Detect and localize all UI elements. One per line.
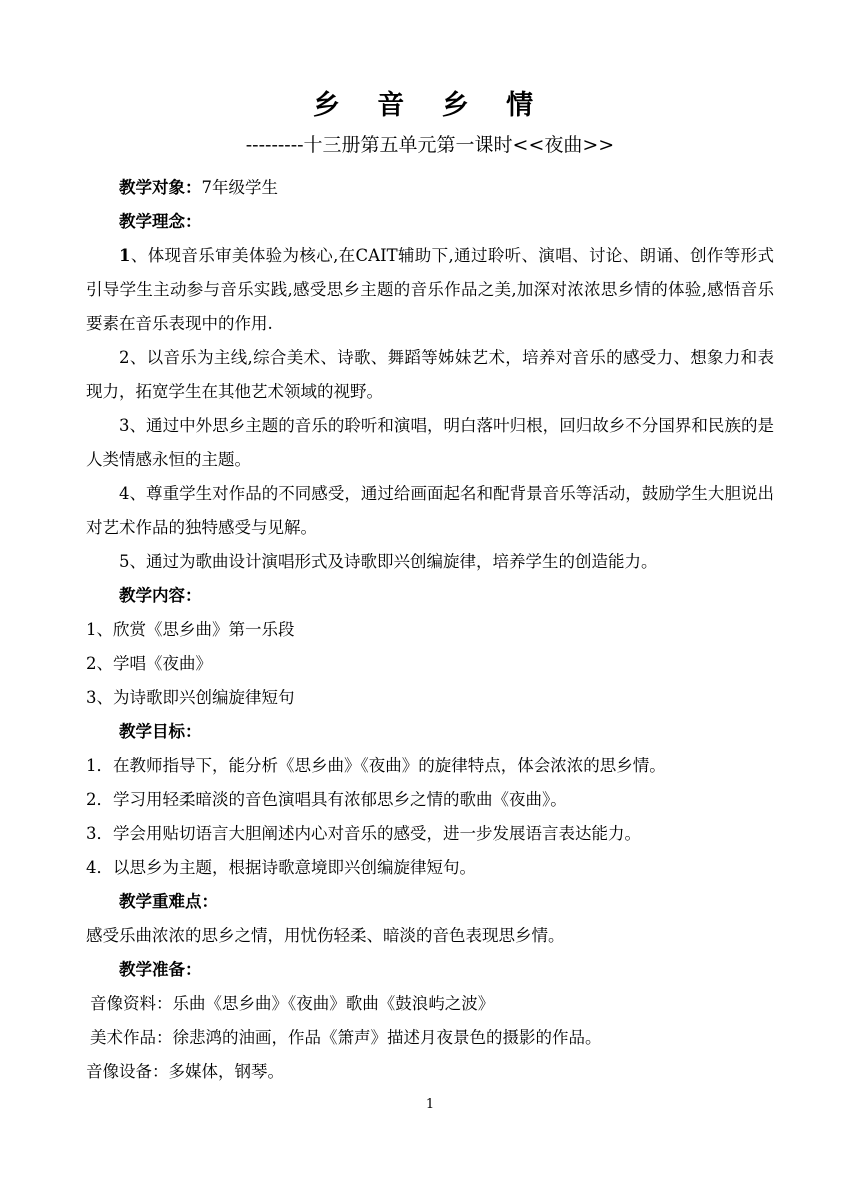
philosophy-item [86, 341, 774, 409]
audience-label: 教学对象： [119, 178, 202, 197]
content-item: 2、学唱《夜曲》 [86, 654, 212, 673]
document-subtitle: ---------十三册第五单元第一课时<<夜曲>> [245, 134, 615, 156]
document-title: 乡 音 乡 情 [312, 90, 548, 121]
page-number: 1 [425, 1097, 435, 1112]
philosophy-heading: 教学理念： [119, 212, 202, 231]
philosophy-item [86, 409, 774, 477]
philosophy-item-number: 2 [119, 348, 130, 367]
goal-item: 2．学习用轻柔暗淡的音色演唱具有浓郁思乡之情的歌曲《夜曲》。 [86, 790, 567, 809]
audience-value: 7年级学生 [201, 178, 278, 197]
philosophy-item-text: 、以音乐为主线,综合美术、诗歌、舞蹈等姊妹艺术，培养对音乐的感受力、想象力和表现力，拓宽学生在其他艺术领域的视野。 [86, 348, 774, 401]
difficulty-heading: 教学重难点： [119, 892, 218, 911]
philosophy-item [86, 239, 774, 341]
prep-item: 美术作品：徐悲鸿的油画，作品《箫声》描述月夜景色的摄影的作品。 [90, 1028, 602, 1047]
prep-item: 音像资料：乐曲《思乡曲》《夜曲》歌曲《鼓浪屿之波》 [90, 994, 495, 1013]
philosophy-item-text: 、尊重学生对作品的不同感受，通过给画面起名和配背景音乐等活动，鼓励学生大胆说出对艺术作品的独特感受与见解。 [86, 484, 774, 537]
philosophy-item-number: 1 [119, 246, 131, 265]
philosophy-item-number: 3 [119, 416, 130, 435]
prep-heading: 教学准备： [119, 960, 202, 979]
philosophy-item-number: 5 [119, 552, 130, 571]
philosophy-item [86, 545, 774, 579]
document-body [86, 171, 774, 1089]
goal-item: 4．以思乡为主题，根据诗歌意境即兴创编旋律短句。 [86, 858, 476, 877]
goal-item: 3．学会用贴切语言大胆阐述内心对音乐的感受，进一步发展语言表达能力。 [86, 824, 641, 843]
goal-item: 1．在教师指导下，能分析《思乡曲》《夜曲》的旋律特点，体会浓浓的思乡情。 [86, 756, 666, 775]
content-item: 3、为诗歌即兴创编旋律短句 [86, 688, 295, 707]
audience-line [86, 171, 774, 205]
prep-item: 音像设备：多媒体，钢琴。 [86, 1062, 284, 1081]
philosophy-item-number: 4 [119, 484, 130, 503]
goals-heading: 教学目标： [119, 722, 202, 741]
philosophy-item-text: 、通过中外思乡主题的音乐的聆听和演唱，明白落叶归根，回归故乡不分国界和民族的是人类情感永恒的主题。 [86, 416, 774, 469]
content-item: 1、欣赏《思乡曲》第一乐段 [86, 620, 295, 639]
difficulty-text: 感受乐曲浓浓的思乡之情，用忧伤轻柔、暗淡的音色表现思乡情。 [86, 926, 565, 945]
philosophy-item [86, 477, 774, 545]
philosophy-item-text: 、通过为歌曲设计演唱形式及诗歌即兴创编旋律，培养学生的创造能力。 [129, 552, 658, 571]
content-heading: 教学内容： [119, 586, 202, 605]
philosophy-item-text: 、体现音乐审美体验为核心,在CAIT辅助下,通过聆听、演唱、讨论、朗诵、创作等形式引导学生主动参与音乐实践,感受思乡主题的音乐作品之美,加深对浓浓思乡情的体验,感悟音乐要素在音乐表现中的作用. [86, 246, 774, 333]
